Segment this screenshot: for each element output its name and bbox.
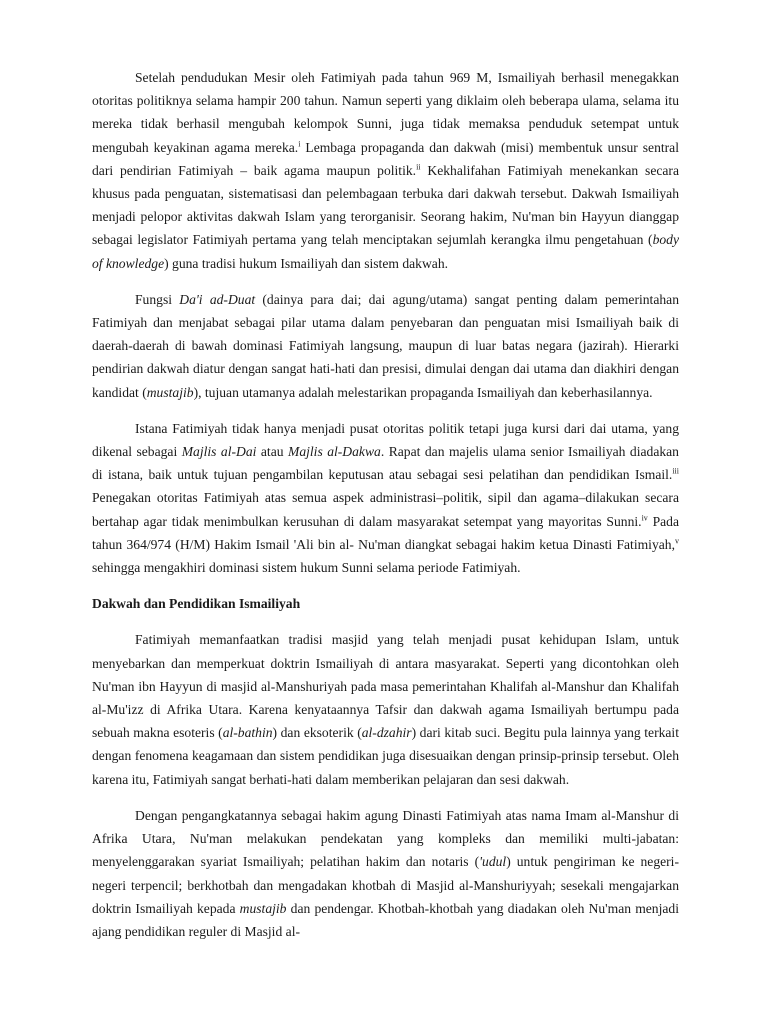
text-run: Pada tahun 364/974 (H/M) Hakim Ismail 'Ali bin al- Nu'man diangkat sebagai hakim ketua Dinasti Fatimiyah, bbox=[92, 513, 680, 552]
paragraph-fatimid-palace bbox=[92, 417, 679, 579]
paragraph-dai-function bbox=[92, 288, 679, 404]
text-run: Istana Fatimiyah tidak hanya menjadi pusat otoritas politik tetapi juga kursi dari dai utama, yang dikenal sebagai bbox=[92, 420, 679, 460]
text-run: Penegakan otoritas Fatimiyah atas semua aspek administrasi–politik, sipil dan agama–dilakukan secara bertahap agar tidak menimbulkan kerusuhan di dalam masyarakat setempat yang mayoritas Sunni. bbox=[92, 490, 679, 529]
italic-term: al-dzahir bbox=[361, 725, 412, 741]
text-run: sehingga mengakhiri dominasi sistem hukum Sunni selama periode Fatimiyah. bbox=[92, 560, 521, 576]
text-run: ) untuk pengiriman ke negeri-negeri terpencil; berkhotbah dan mengadakan khotbah di Masjid al-Manshuriyyah; sesekali mengajarkan doktrin Ismailiyah kepada bbox=[92, 854, 679, 916]
text-run: Lembaga propaganda dan dakwah (misi) membentuk unsur sentral dari pendirian Fatimiyah – baik agama maupun politik. bbox=[92, 139, 679, 178]
text-run: Fatimiyah memanfaatkan tradisi masjid yang telah menjadi pusat kehidupan Islam, untuk menyebarkan dan memperkuat doktrin Ismailiyah di antara masyarakat. Seperti yang dicontohkan oleh Nu'man ibn Hayyun di masjid al-Manshuriyah pada masa pemerintahan Khalifah al-Manshur dan Khalifah al-Mu'izz di Afrika Utara. Karena kenyataannya Tafsir dan dakwah agama Ismailiyah bertumpu pada sebuah makna esoteris ( bbox=[92, 632, 679, 741]
paragraph-mosque-tradition bbox=[92, 628, 679, 790]
text-run: Fungsi bbox=[135, 291, 180, 307]
document-body bbox=[92, 66, 679, 956]
footnote-marker[interactable]: iii bbox=[672, 466, 679, 476]
italic-term: body of knowledge bbox=[92, 232, 679, 271]
italic-term: mustajib bbox=[146, 384, 194, 400]
text-run: ) dari kitab suci. Begitu pula lainnya yang terkait dengan fenomena keagamaan dan sistem pendidikan juga disesuaikan dengan prinsip-prinsip tersebut. Oleh karena itu, Fatimiyah sangat berhati-hati dalam memberikan pelajaran dan sesi dakwah. bbox=[92, 725, 679, 787]
footnote-marker[interactable]: v bbox=[675, 536, 679, 546]
text-run: dan pendengar. Khotbah-khotbah yang diadakan oleh Nu'man menjadi ajang pendidikan reguler di Masjid al- bbox=[92, 900, 679, 939]
italic-term: Majlis al-Dai bbox=[181, 444, 257, 460]
text-run: ), tujuan utamanya adalah melestarikan propaganda Ismailiyah dan keberhasilannya. bbox=[193, 384, 653, 400]
text-run: ) dan eksoterik ( bbox=[272, 725, 362, 741]
paragraph-numan-appointment bbox=[92, 804, 679, 943]
text-run: Setelah pendudukan Mesir oleh Fatimiyah pada tahun 969 M, Ismailiyah berhasil menegakkan otoritas politiknya selama hampir 200 tahun. Namun seperti yang diklaim oleh beberapa ulama, selama itu mereka tidak berhasil mengubah kelompok Sunni, juga tidak memaksa penduduk setempat untuk mengubah keyakinan agama mereka. bbox=[92, 70, 679, 155]
footnote-marker[interactable]: ii bbox=[416, 162, 421, 172]
italic-term: al-bathin bbox=[222, 725, 273, 741]
text-run: ) guna tradisi hukum Ismailiyah dan sistem dakwah. bbox=[164, 255, 449, 271]
text-run: . Rapat dan majelis ulama senior Ismailiyah diadakan di istana, baik untuk tujuan pengambilan keputusan atau sebagai sesi pelatihan dan pendidikan Ismail. bbox=[92, 444, 679, 483]
italic-term: Majlis al-Dakwa bbox=[288, 444, 381, 460]
italic-term: 'udul bbox=[479, 854, 507, 870]
section-heading: Dakwah dan Pendidikan Ismailiyah bbox=[92, 596, 301, 612]
footnote-marker[interactable]: i bbox=[298, 139, 301, 149]
footnote-marker[interactable]: iv bbox=[641, 513, 648, 523]
text-run: (dainya para dai; dai agung/utama) sangat penting dalam pemerintahan Fatimiyah dan menjabat sebagai pilar utama dalam penyebaran dan penguatan misi Ismailiyah baik di daerah-daerah di bawah dominasi Fatimiyah langsung, maupun di luar batas negara (jazirah). Hierarki pendirian dakwah diatur dengan sangat hati-hati dan presisi, dimulai dengan dai utama dan diakhiri dengan kandidat ( bbox=[92, 291, 679, 400]
text-run: Kekhalifahan Fatimiyah menekankan secara khusus pada penguatan, sistematisasi dan pelembagaan terbuka dari dakwah tersebut. Dakwah Ismailiyah menjadi pelopor aktivitas dakwah Islam yang terorganisir. Seorang hakim, Nu'man bin Hayyun dianggap sebagai legislator Fatimiyah pertama yang telah menciptakan sejumlah kerangka ilmu pengetahuan ( bbox=[92, 162, 679, 248]
italic-term: Da'i ad-Duat bbox=[179, 291, 256, 307]
italic-term: mustajib bbox=[239, 900, 287, 916]
text-run: Dengan pengangkatannya sebagai hakim agung Dinasti Fatimiyah atas nama Imam al-Manshur di Afrika Utara, Nu'man melakukan pendekatan yang kompleks dan memiliki multi-jabatan: menyelenggarakan syariat Ismailiyah; pelatihan hakim dan notaris ( bbox=[92, 807, 679, 870]
text-run: atau bbox=[256, 444, 288, 460]
paragraph-fatimid-rule bbox=[92, 66, 679, 275]
